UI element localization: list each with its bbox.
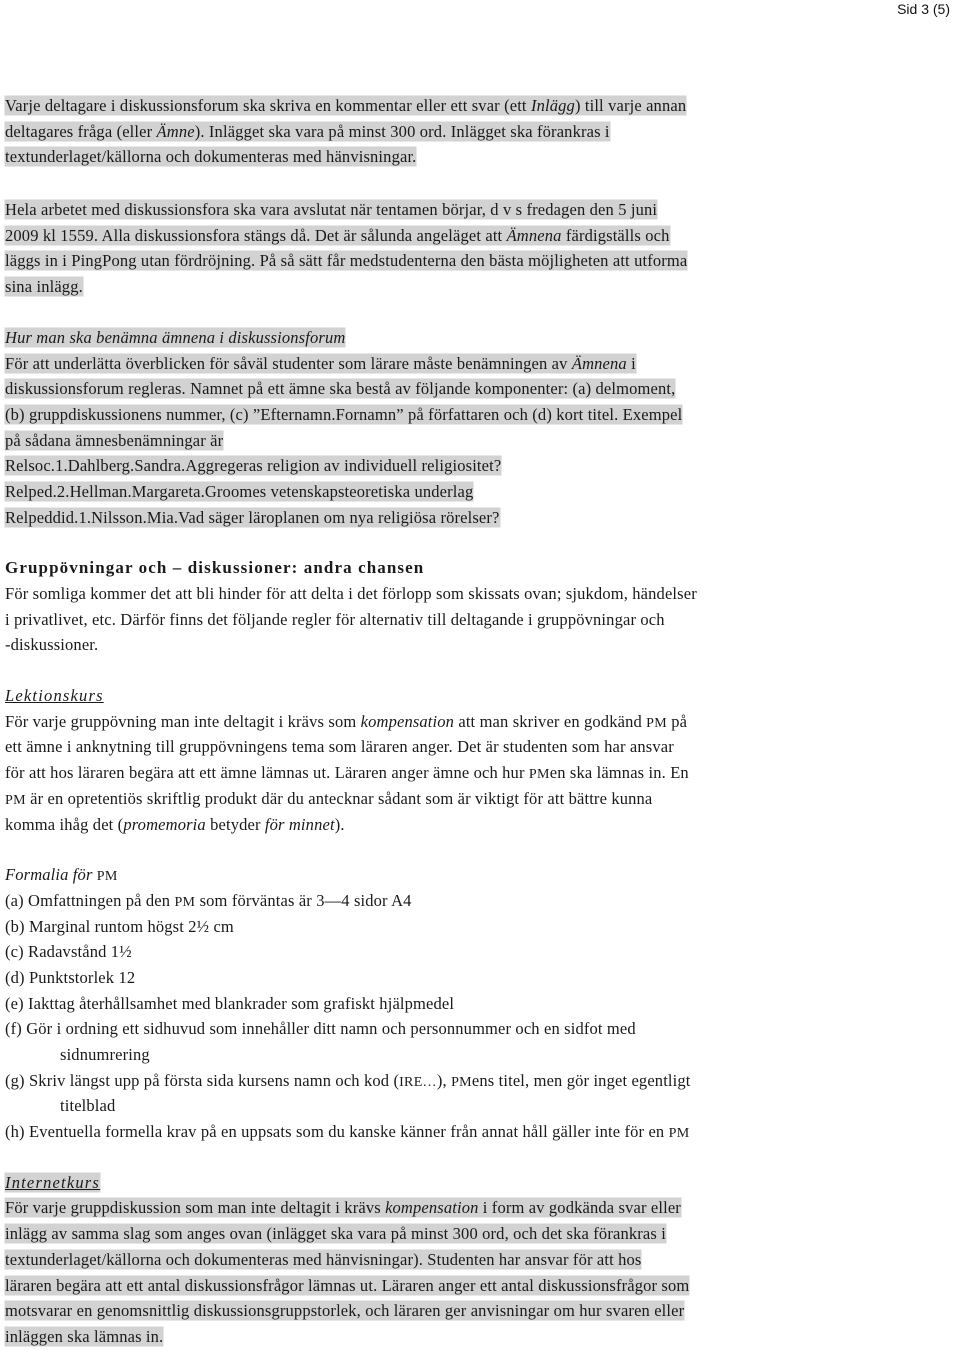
paragraph-line bbox=[5, 428, 955, 454]
text: ). Inlägget ska vara på minst 300 ord. Inlägget ska förankras i bbox=[194, 121, 610, 141]
paragraph-line: För somliga kommer det att bli hinder för att delta i det förlopp som skissats ovan; sjukdom, händelser bbox=[5, 584, 697, 603]
paragraph-line bbox=[5, 248, 955, 274]
paragraph-line: ett ämne i anknytning till gruppövningens tema som läraren anger. Det är studenten som har ansvar bbox=[5, 737, 674, 757]
text: (h) Eventuella formella krav på en uppsats som du kanske känner från annat håll gäller inte för en bbox=[5, 1122, 669, 1142]
paragraph-line bbox=[5, 197, 955, 223]
text: (g) Skriv längst upp på första sida kursens namn och kod ( bbox=[5, 1070, 400, 1090]
list-item: (e) Iakttag återhållsamhet med blankrader som grafiskt hjälpmedel bbox=[5, 993, 455, 1013]
text: (a) Omfattningen på den bbox=[5, 890, 175, 910]
highlight bbox=[5, 354, 636, 373]
text: som förväntas är 3—4 sidor A4 bbox=[195, 890, 412, 910]
paragraph-line bbox=[5, 1195, 955, 1221]
text-italic: kompensation bbox=[385, 1198, 479, 1218]
text: i bbox=[626, 353, 636, 373]
text: en ska lämnas in. En bbox=[549, 763, 689, 783]
section-heading bbox=[5, 683, 955, 709]
text-italic: kompensation bbox=[360, 711, 455, 731]
highlight: motsvarar en genomsnittlig diskussionsgruppstorlek, och läraren ger anvisningar om hur svaren eller bbox=[5, 1301, 685, 1321]
paragraph-line bbox=[5, 119, 955, 145]
text-italic: för minnet bbox=[264, 814, 335, 834]
list-item-continuation: sidnumrering bbox=[60, 1045, 150, 1064]
highlight: textunderlaget/källorna och dokumenteras med hänvisningar. bbox=[5, 147, 417, 167]
text: är en opretentiös skriftlig produkt där du antecknar sådant som är viktigt för att bättre kunna bbox=[25, 788, 653, 808]
list-item bbox=[5, 1119, 955, 1145]
paragraph-line bbox=[5, 1324, 955, 1350]
highlight: på sådana ämnesbenämningar är bbox=[5, 430, 224, 450]
text: att man skriver en godkänd bbox=[454, 711, 647, 731]
text: För varje gruppövning man inte deltagit i krävs som bbox=[5, 711, 361, 731]
text: för att hos läraren begära att ett ämne lämnas ut. Läraren anger ämne och hur bbox=[5, 763, 529, 783]
text: komma ihåg det ( bbox=[5, 814, 124, 834]
text-smallcaps: PM bbox=[96, 869, 118, 885]
example-line bbox=[5, 479, 955, 505]
highlight: textunderlaget/källorna och dokumenteras med hänvisningar). Studenten har ansvar för att hos bbox=[5, 1249, 642, 1269]
highlight: (b) gruppdiskussionens nummer, (c) ”Efternamn.Fornamn” på författaren och (d) kort titel. Exempel bbox=[5, 404, 683, 424]
text: 2009 kl 1559. Alla diskussionsfora stängs då. Det är sålunda angeläget att bbox=[5, 225, 507, 245]
list-item: (d) Punktstorlek 12 bbox=[5, 967, 136, 987]
highlight bbox=[5, 122, 610, 141]
list-item: (f) Gör i ordning ett sidhuvud som innehåller ditt namn och personnummer och en sidfot med bbox=[5, 1019, 636, 1039]
text: För att underlätta överblicken för såväl studenter som lärare måste benämningen av bbox=[5, 353, 572, 373]
highlight: inläggen ska lämnas in. bbox=[5, 1326, 164, 1346]
highlight bbox=[5, 1198, 681, 1217]
paragraph-line bbox=[5, 786, 955, 812]
highlight: läraren begära att ett antal diskussionsfrågor lämnas ut. Läraren anger ett antal diskussionsfrågor som bbox=[5, 1275, 690, 1295]
list-item bbox=[5, 888, 955, 914]
list-item bbox=[5, 1068, 955, 1094]
list-item: (c) Radavstånd 1½ bbox=[5, 942, 132, 962]
section-heading bbox=[5, 862, 955, 888]
text: ens titel, men gör inget egentligt bbox=[471, 1070, 691, 1090]
text: betyder bbox=[205, 814, 265, 834]
paragraph-line bbox=[5, 223, 955, 249]
text: på bbox=[667, 711, 688, 731]
section-heading bbox=[5, 325, 955, 351]
heading-text: Lektionskurs bbox=[5, 686, 104, 706]
text-smallcaps: PM bbox=[646, 715, 667, 731]
text: i form av godkända svar eller bbox=[478, 1198, 681, 1218]
highlight: sina inlägg. bbox=[5, 277, 83, 297]
paragraph-line bbox=[5, 402, 955, 428]
paragraph-line bbox=[5, 1247, 955, 1273]
heading-text: Formalia för bbox=[5, 865, 97, 885]
paragraph-line: i privatlivet, etc. Därför finns det följande regler för alternativ till deltagande i gruppövningar och bbox=[5, 609, 665, 629]
paragraph-line bbox=[5, 93, 955, 119]
paragraph-line bbox=[5, 376, 955, 402]
text-smallcaps: IRE… bbox=[399, 1074, 437, 1090]
heading-text: Gruppövningar och – diskussioner: andra chansen bbox=[5, 558, 425, 578]
highlight bbox=[5, 96, 686, 115]
text: Varje deltagare i diskussionsforum ska skriva en kommentar eller ett svar (ett bbox=[5, 96, 531, 115]
paragraph-line bbox=[5, 144, 955, 170]
section-heading bbox=[5, 1170, 955, 1196]
paragraph-line bbox=[5, 351, 955, 377]
example-line bbox=[5, 505, 955, 531]
paragraph-line bbox=[5, 1298, 955, 1324]
text-smallcaps: PM bbox=[174, 894, 196, 910]
text-smallcaps: PM bbox=[451, 1074, 472, 1090]
highlight: Relped.2.Hellman.Margareta.Groomes vetenskapsteoretiska underlag bbox=[5, 481, 474, 501]
paragraph-line bbox=[5, 760, 955, 786]
highlight: Relpeddid.1.Nilsson.Mia.Vad säger läroplanen om nya religiösa rörelser? bbox=[5, 507, 500, 527]
highlight: Relsoc.1.Dahlberg.Sandra.Aggregeras religion av individuell religiositet? bbox=[5, 456, 502, 476]
paragraph-line bbox=[5, 1221, 955, 1247]
highlight bbox=[5, 226, 670, 245]
text-smallcaps: PM bbox=[5, 792, 26, 808]
paragraph-line bbox=[5, 709, 955, 735]
document-body bbox=[5, 93, 955, 1350]
text: ) till varje annan bbox=[574, 96, 687, 115]
text-italic: Ämnena bbox=[571, 353, 627, 373]
paragraph-line bbox=[5, 274, 955, 300]
text-smallcaps: PM bbox=[528, 767, 550, 783]
page-number: Sid 3 (5) bbox=[897, 1, 950, 17]
text: För varje gruppdiskussion som man inte deltagit i krävs bbox=[5, 1198, 386, 1218]
text: ), bbox=[436, 1070, 452, 1090]
text: deltagares fråga (eller bbox=[5, 121, 157, 141]
list-item: (b) Marginal runtom högst 2½ cm bbox=[5, 916, 234, 936]
text-italic: promemoria bbox=[123, 814, 206, 834]
highlight: diskussionsforum regleras. Namnet på ett ämne ska bestå av följande komponenter: (a) delmoment, bbox=[5, 379, 676, 399]
section-heading bbox=[5, 555, 955, 581]
highlight: läggs in i PingPong utan fördröjning. På så sätt får medstudenterna den bästa möjligheten att utforma bbox=[5, 251, 688, 271]
highlight: inlägg av samma slag som anges ovan (inlägget ska vara på minst 300 ord, och det ska förankras i bbox=[5, 1224, 666, 1244]
paragraph-line bbox=[5, 1273, 955, 1299]
highlight: Hela arbetet med diskussionsfora ska vara avslutat när tentamen börjar, d v s fredagen den 5 juni bbox=[5, 200, 658, 220]
paragraph-line: -diskussioner. bbox=[5, 635, 99, 655]
text-italic: Ämnena bbox=[506, 225, 562, 245]
text: ). bbox=[334, 814, 345, 834]
example-line bbox=[5, 453, 955, 479]
paragraph-line bbox=[5, 812, 955, 838]
list-item-continuation: titelblad bbox=[60, 1096, 116, 1116]
highlight: Hur man ska benämna ämnena i diskussionsforum bbox=[5, 327, 346, 347]
highlight: Internetkurs bbox=[5, 1172, 101, 1192]
text-smallcaps: PM bbox=[668, 1126, 690, 1142]
text: färdigställs och bbox=[561, 225, 670, 245]
text-italic: Ämne bbox=[156, 121, 195, 141]
text-italic: Inlägg bbox=[530, 96, 575, 115]
